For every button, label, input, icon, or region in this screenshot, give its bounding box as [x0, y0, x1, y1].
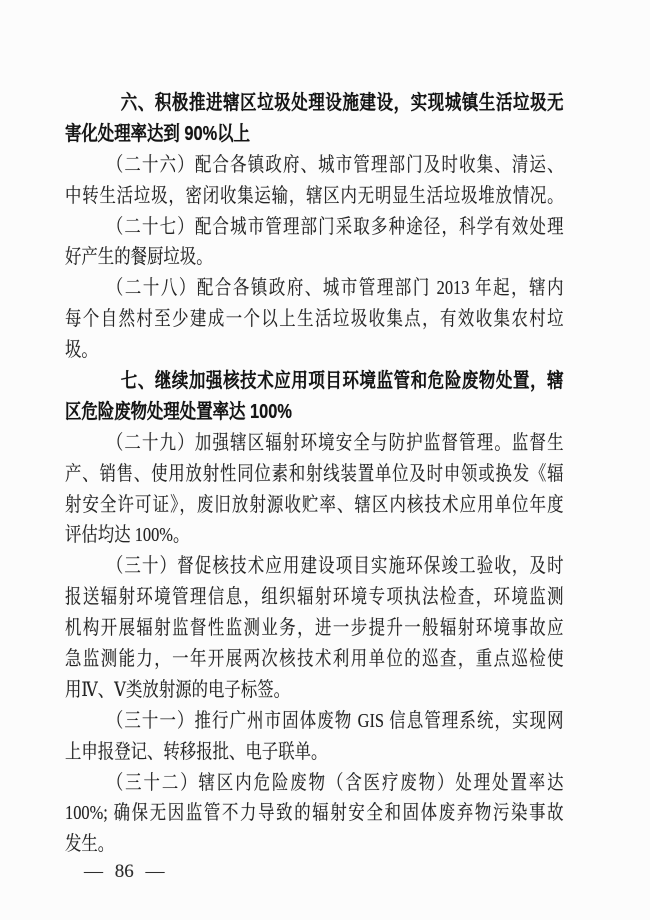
- text-line: 机构开展辐射监督性监测业务，进一步提升一般辐射环境事故应: [65, 617, 564, 640]
- text-line: 用Ⅳ、Ⅴ类放射源的电子标签。: [65, 678, 291, 701]
- text-line: 评估均达 100%。: [65, 524, 190, 547]
- heading-line: 区危险废物处理处置率达 100%: [65, 400, 292, 423]
- text-line: 好产生的餐厨垃圾。: [65, 246, 213, 269]
- text-line: 上申报登记、转移报批、电子联单。: [65, 740, 328, 763]
- document-body: [65, 88, 564, 860]
- text-line: （三十）督促核技术应用建设项目实施环保竣工验收，及时: [106, 555, 564, 578]
- page-number: — 86 —: [84, 861, 165, 882]
- text-line: （二十九）加强辖区辐射环境安全与防护监督管理。监督生: [106, 431, 564, 454]
- text-line: （二十七）配合城市管理部门采取多种途径，科学有效处理: [106, 215, 564, 238]
- text-line: 中转生活垃圾，密闭收集运输，辖区内无明显生活垃圾堆放情况。: [65, 184, 564, 207]
- heading-line: 六、积极推进辖区垃圾处理设施建设，实现城镇生活垃圾无: [120, 92, 564, 114]
- text-line: 圾。: [65, 339, 98, 362]
- text-line: 100%; 确保无因监管不力导致的辐射安全和固体废弃物污染事故: [65, 802, 564, 825]
- heading-line: 害化处理率达到 90%以上: [65, 122, 250, 145]
- heading-line: 七、继续加强核技术应用项目环境监管和危险废物处置，辖: [120, 370, 564, 393]
- text-line: 射安全许可证》，废旧放射源收贮率、辖区内核技术应用单位年度: [65, 493, 564, 516]
- text-line: 每个自然村至少建成一个以上生活垃圾收集点，有效收集农村垃: [65, 308, 564, 331]
- text-line: 急监测能力，一年开展两次核技术利用单位的巡查，重点巡检使: [65, 648, 564, 671]
- text-line: （三十一）推行广州市固体废物 GIS 信息管理系统，实现网: [106, 709, 564, 732]
- text-line: 发生。: [65, 833, 115, 856]
- text-line: （三十二）辖区内危险废物（含医疗废物）处理处置率达: [106, 771, 564, 794]
- text-line: （二十六）配合各镇政府、城市管理部门及时收集、清运、: [106, 153, 564, 176]
- text-line: 产、销售、使用放射性同位素和射线装置单位及时申领或换发《辐: [65, 462, 564, 485]
- text-line: 报送辐射环境管理信息，组织辐射环境专项执法检查，环境监测: [65, 586, 564, 609]
- text-line: （二十八）配合各镇政府、城市管理部门 2013 年起，辖内: [106, 277, 564, 300]
